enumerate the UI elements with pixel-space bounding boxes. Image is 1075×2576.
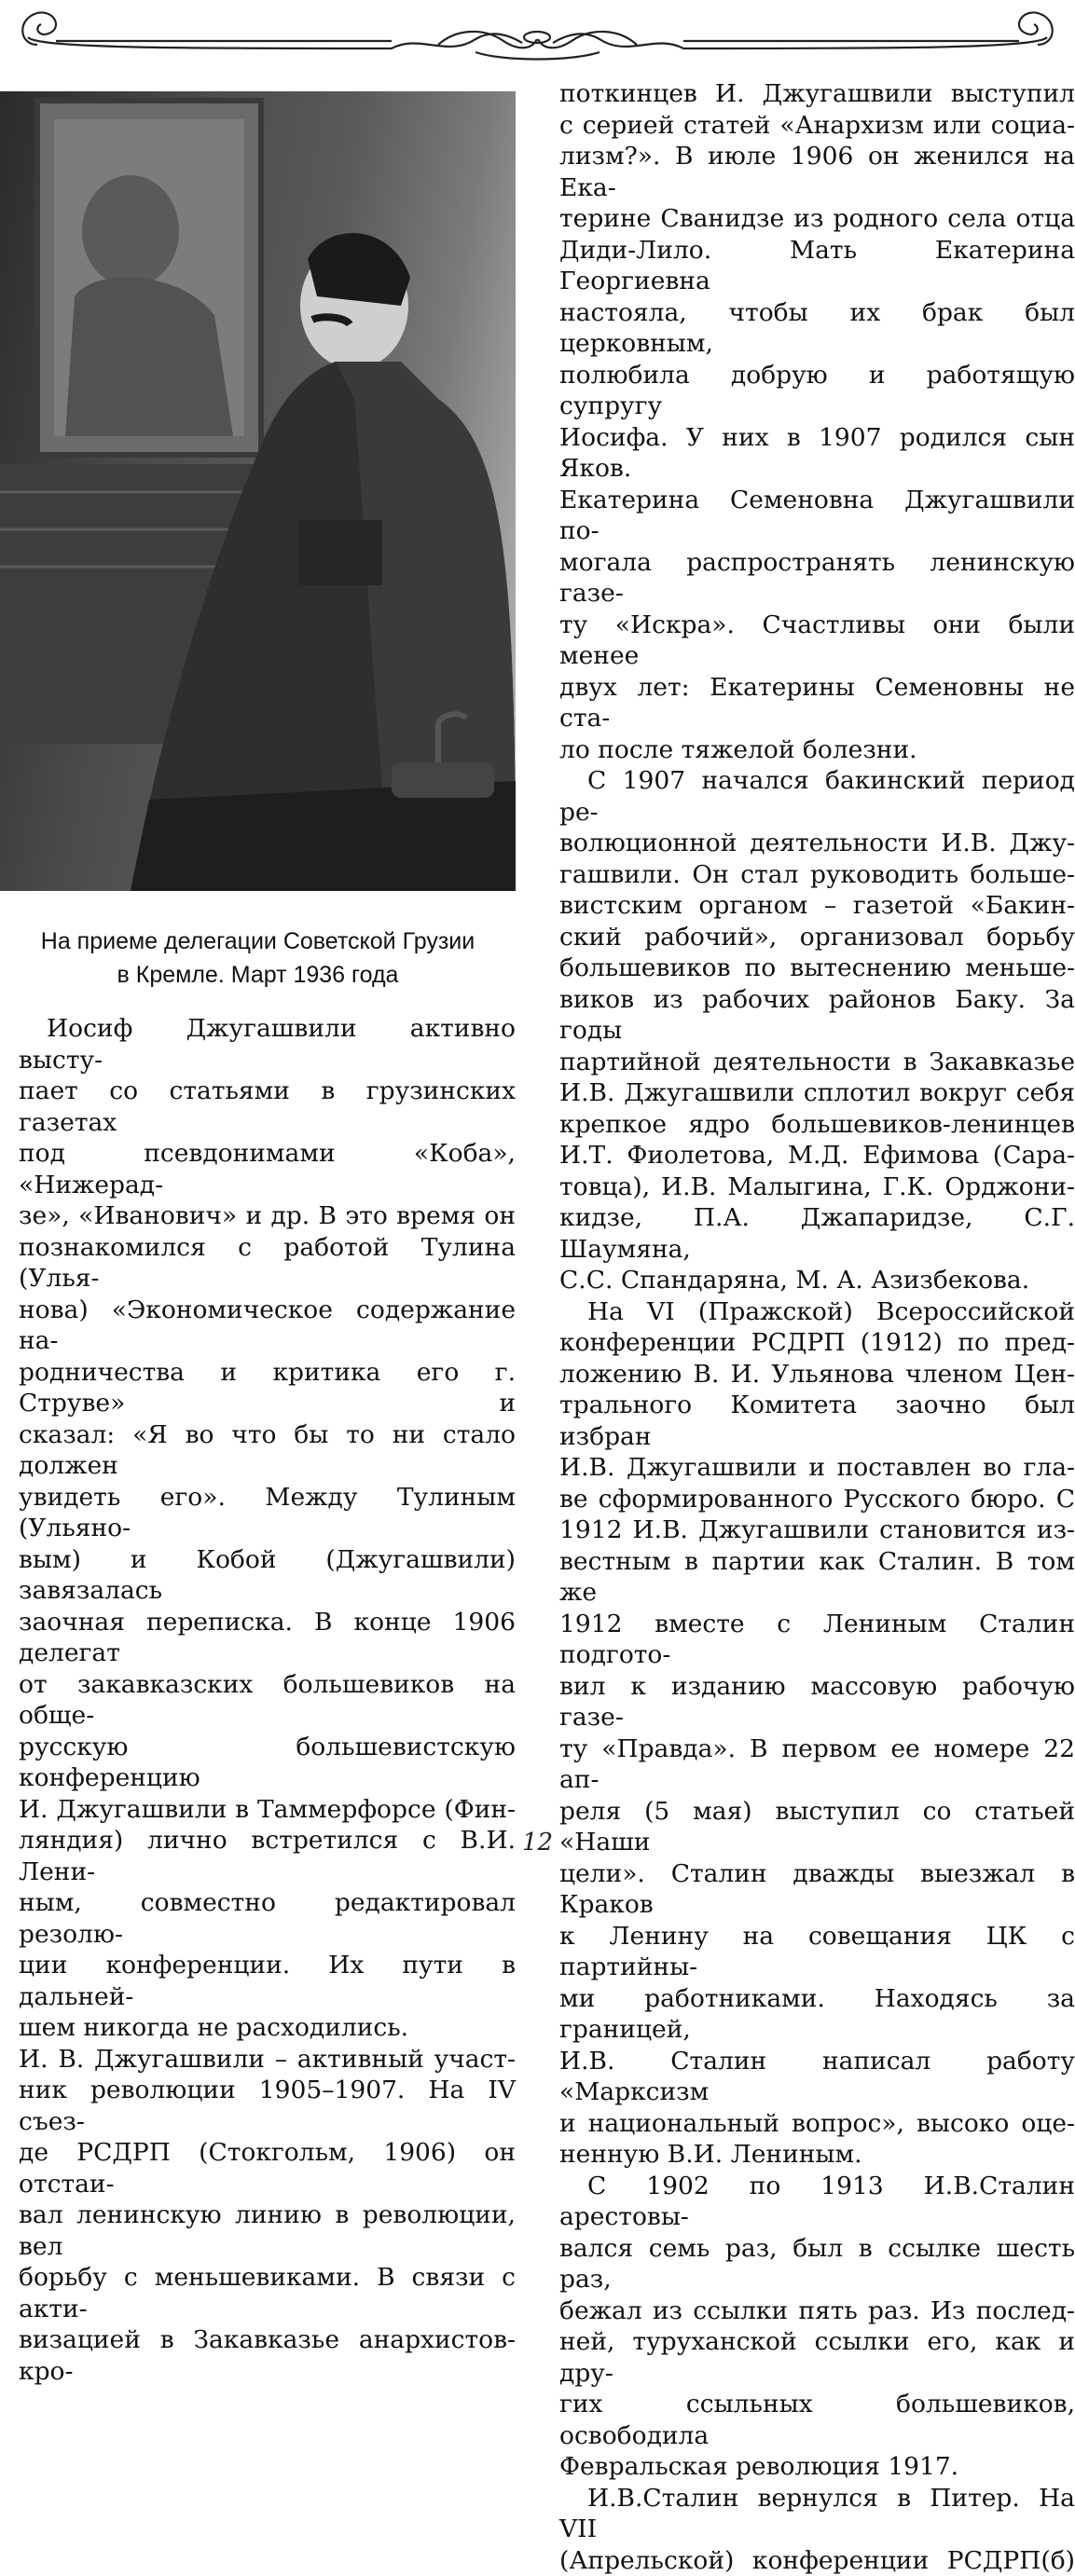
photo-illustration (0, 91, 516, 891)
text-line: увидеть его». Между Тулиным (Ульяно- (19, 1482, 516, 1544)
text-line: реля (5 мая) выступил со статьей «Наши (559, 1796, 1075, 1858)
text-line: И.В. Сталин написал работу «Марксизм (559, 2046, 1075, 2108)
text-line: нова) «Экономическое содержание на- (19, 1295, 516, 1357)
text-line: ми работниками. Находясь за границей, (559, 1983, 1075, 2046)
text-line: (Апрельской) конференции РСДРП(б) (559, 2545, 1075, 2576)
text-line: На VI (Пражской) Всероссийской (559, 1296, 1075, 1328)
text-line: и национальный вопрос», высоко оце- (559, 2108, 1075, 2140)
text-line: 1912 И.В. Джугашвили становится из- (559, 1514, 1075, 1546)
text-line: ней, туруханской ссылки его, как и дру- (559, 2326, 1075, 2389)
text-line: борьбу с меньшевиками. В связи с акти- (19, 2262, 516, 2324)
text-line: ции конференции. Их пути в дальней- (19, 1950, 516, 2012)
text-line: вистским органом – газетой «Бакин- (559, 890, 1075, 922)
text-line: вым) и Кобой (Джугашвили) завязалась (19, 1544, 516, 1607)
text-line: И.В.Сталин вернулся в Питер. На VII (559, 2483, 1075, 2545)
text-line: трального Комитета заочно был избран (559, 1390, 1075, 1452)
text-line: Екатерина Семеновна Джугашвили по- (559, 485, 1075, 547)
text-line: ло после тяжелой болезни. (559, 734, 1075, 766)
text-line: конференции РСДРП (1912) по пред- (559, 1327, 1075, 1359)
text-line: С 1907 начался бакинский период ре- (559, 765, 1075, 828)
text-line: И.В. Джугашвили сплотил вокруг себя (559, 1077, 1075, 1109)
text-line: поткинцев И. Джугашвили выступил (559, 78, 1075, 110)
text-line: крепкое ядро большевиков-ленинцев (559, 1109, 1075, 1141)
text-line: визацией в Закавказье анархистов-кро- (19, 2324, 516, 2387)
text-line: цели». Сталин дважды выезжал в Краков (559, 1858, 1075, 1921)
text-line: родничества и критика его г. Струве» и (19, 1357, 516, 1419)
text-line: И.В. Джугашвили и поставлен во гла- (559, 1452, 1075, 1484)
text-line: гих ссыльных большевиков, освободила (559, 2389, 1075, 2451)
text-line: С 1902 по 1913 И.В.Сталин арестовы- (559, 2171, 1075, 2233)
text-line: сказал: «Я во что бы то ни стало должен (19, 1419, 516, 1482)
caption-line-2: в Кремле. Март 1936 года (0, 958, 516, 992)
text-line: И.Т. Фиолетова, М.Д. Ефимова (Сара- (559, 1140, 1075, 1172)
text-line: вил к изданию массовую рабочую газе- (559, 1671, 1075, 1733)
text-line: с серией статей «Анархизм или социа- (559, 110, 1075, 142)
text-line: настояла, чтобы их брак был церковным, (559, 297, 1075, 360)
caption-line-1: На приеме делегации Советской Грузии (0, 925, 516, 958)
text-line: под псевдонимами «Коба», «Нижерад- (19, 1138, 516, 1200)
text-line: шем никогда не расходились. (19, 2012, 516, 2044)
text-line: товца), И.В. Малыгина, Г.К. Орджони- (559, 1172, 1075, 1203)
text-line: большевиков по вытеснению меньше- (559, 952, 1075, 984)
text-line: познакомился с работой Тулина (Улья- (19, 1232, 516, 1295)
text-line: ложению В. И. Ульянова членом Цен- (559, 1359, 1075, 1391)
photo-caption (0, 925, 516, 992)
text-line: от закавказских большевиков на обще- (19, 1669, 516, 1732)
text-line: Диди-Лило. Мать Екатерина Георгиевна (559, 235, 1075, 297)
text-line: кидзе, П.А. Джапаридзе, С.Г. Шаумяна, (559, 1202, 1075, 1265)
text-line: Февральская революция 1917. (559, 2451, 1075, 2483)
text-line: бежал из ссылки пять раз. Из послед- (559, 2295, 1075, 2327)
text-line: виков из рабочих районов Баку. За годы (559, 984, 1075, 1047)
text-line: могала распространять ленинскую газе- (559, 547, 1075, 610)
text-line: ве сформированного Русского бюро. С (559, 1484, 1075, 1515)
text-line: С.С. Спандаряна, М. А. Азизбекова. (559, 1265, 1075, 1296)
text-line: ник революции 1905–1907. На IV съез- (19, 2075, 516, 2137)
text-line: ту «Искра». Счастливы они были менее (559, 610, 1075, 672)
header-ornament (0, 0, 1075, 65)
text-line: вестным в партии как Сталин. В том же (559, 1546, 1075, 1609)
text-line: ту «Правда». В первом ее номере 22 ап- (559, 1733, 1075, 1796)
left-text-column (19, 1013, 516, 2387)
text-line: к Ленину на совещания ЦК с партийны- (559, 1921, 1075, 1983)
text-line: гашвили. Он стал руководить больше- (559, 859, 1075, 891)
text-line: Иосиф Джугашвили активно высту- (19, 1013, 516, 1076)
text-line: ляндия) лично встретился с В.И. Лени- (19, 1825, 516, 1887)
text-line: де РСДРП (Стокгольм, 1906) он отстаи- (19, 2137, 516, 2199)
text-line: двух лет: Екатерины Семеновны не ста- (559, 672, 1075, 734)
text-line: заочная переписка. В конце 1906 делегат (19, 1607, 516, 1669)
text-line: 1912 вместе с Лениным Сталин подгото- (559, 1609, 1075, 1671)
page-number: 12 (0, 1829, 1075, 1857)
historical-photograph (0, 91, 516, 891)
right-text-column (559, 78, 1075, 2576)
text-line: полюбила добрую и работящую супругу (559, 360, 1075, 422)
text-line: И. В. Джугашвили – активный участ- (19, 2044, 516, 2076)
text-line: ненную В.И. Лениным. (559, 2139, 1075, 2171)
text-line: вался семь раз, был в ссылке шесть раз, (559, 2233, 1075, 2295)
text-line: ский рабочий», организовал борьбу (559, 922, 1075, 953)
text-line: И. Джугашвили в Таммерфорсе (Фин- (19, 1794, 516, 1826)
text-line: партийной деятельности в Закавказье (559, 1047, 1075, 1078)
text-line: волюционной деятельности И.В. Джу- (559, 828, 1075, 859)
text-line: лизм?». В июле 1906 он женился на Ека- (559, 141, 1075, 203)
text-line: русскую большевистскую конференцию (19, 1732, 516, 1794)
text-line: пает со статьями в грузинских газетах (19, 1076, 516, 1138)
text-line: ным, совместно редактировал резолю- (19, 1887, 516, 1950)
text-line: вал ленинскую линию в революции, вел (19, 2199, 516, 2262)
text-line: терине Сванидзе из родного села отца (559, 203, 1075, 235)
text-line: зе», «Иванович» и др. В это время он (19, 1200, 516, 1232)
text-line: Иосифа. У них в 1907 родился сын Яков. (559, 422, 1075, 485)
